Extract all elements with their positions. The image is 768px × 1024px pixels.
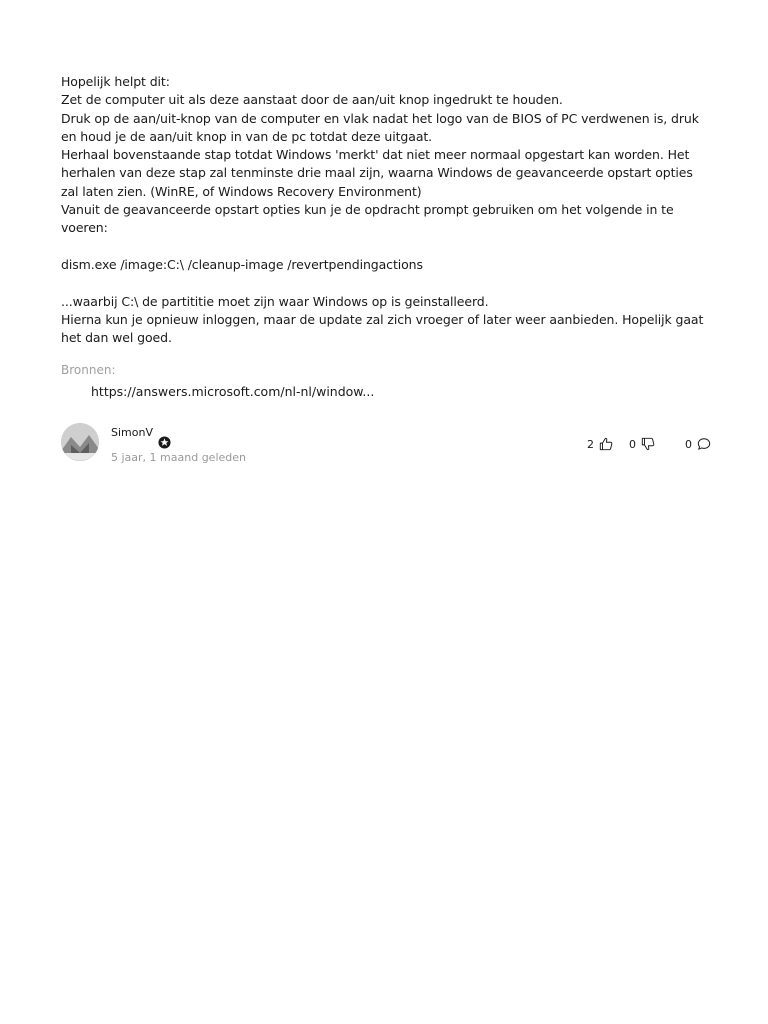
comment-icon bbox=[697, 437, 711, 451]
like-button[interactable] bbox=[587, 437, 613, 451]
sources-label: Bronnen: bbox=[61, 363, 116, 378]
sources-section bbox=[61, 362, 711, 401]
author-row bbox=[61, 423, 711, 463]
dislike-count: 0 bbox=[629, 437, 636, 451]
comment-count: 0 bbox=[685, 437, 692, 451]
post-timestamp: 5 jaar, 1 maand geleden bbox=[111, 451, 246, 464]
command-line: dism.exe /image:C:\ /cleanup-image /revertpendingactions bbox=[61, 256, 423, 272]
post-paragraph: Vanuit de geavanceerde opstart opties kun je de opdracht prompt gebruiken om het volgende in te voeren: bbox=[61, 202, 674, 236]
thumbs-down-icon bbox=[641, 437, 655, 451]
dislike-button[interactable] bbox=[629, 437, 655, 451]
post-paragraph: Hopelijk helpt dit: bbox=[61, 74, 170, 89]
post-paragraph: ...waarbij C:\ de partititie moet zijn waar Windows op is geinstalleerd. bbox=[61, 293, 489, 309]
avatar-image bbox=[61, 423, 99, 461]
source-link[interactable]: https://answers.microsoft.com/nl-nl/window... bbox=[91, 384, 375, 400]
post-paragraph: Herhaal bovenstaande stap totdat Windows 'merkt' dat niet meer normaal opgestart kan worden. Het herhalen van deze stap zal tenminste drie maal zijn, waarna Windows de geavanceerde opstart opties zal laten zien. (WinRE, of Windows Recovery Environment) bbox=[61, 147, 693, 199]
post-body bbox=[61, 73, 711, 347]
post-paragraph: Zet de computer uit als deze aanstaat door de aan/uit knop ingedrukt te houden. bbox=[61, 92, 563, 108]
avatar[interactable] bbox=[61, 423, 99, 461]
post-paragraph: Druk op de aan/uit-knop van de computer en vlak nadat het logo van de BIOS of PC verdwenen is, druk en houd je de aan/uit knop in van de pc totdat deze uitgaat. bbox=[61, 110, 699, 144]
thumbs-up-icon bbox=[599, 437, 613, 451]
comment-button[interactable] bbox=[685, 437, 711, 451]
post-paragraph: Hierna kun je opnieuw inloggen, maar de update zal zich vroeger of later weer aanbieden. Hopelijk gaat het dan wel goed. bbox=[61, 311, 704, 346]
like-count: 2 bbox=[587, 437, 594, 451]
forum-post bbox=[61, 73, 711, 401]
author-name[interactable]: SimonV bbox=[111, 426, 153, 439]
post-actions bbox=[587, 437, 711, 451]
star-badge-icon bbox=[158, 436, 171, 449]
